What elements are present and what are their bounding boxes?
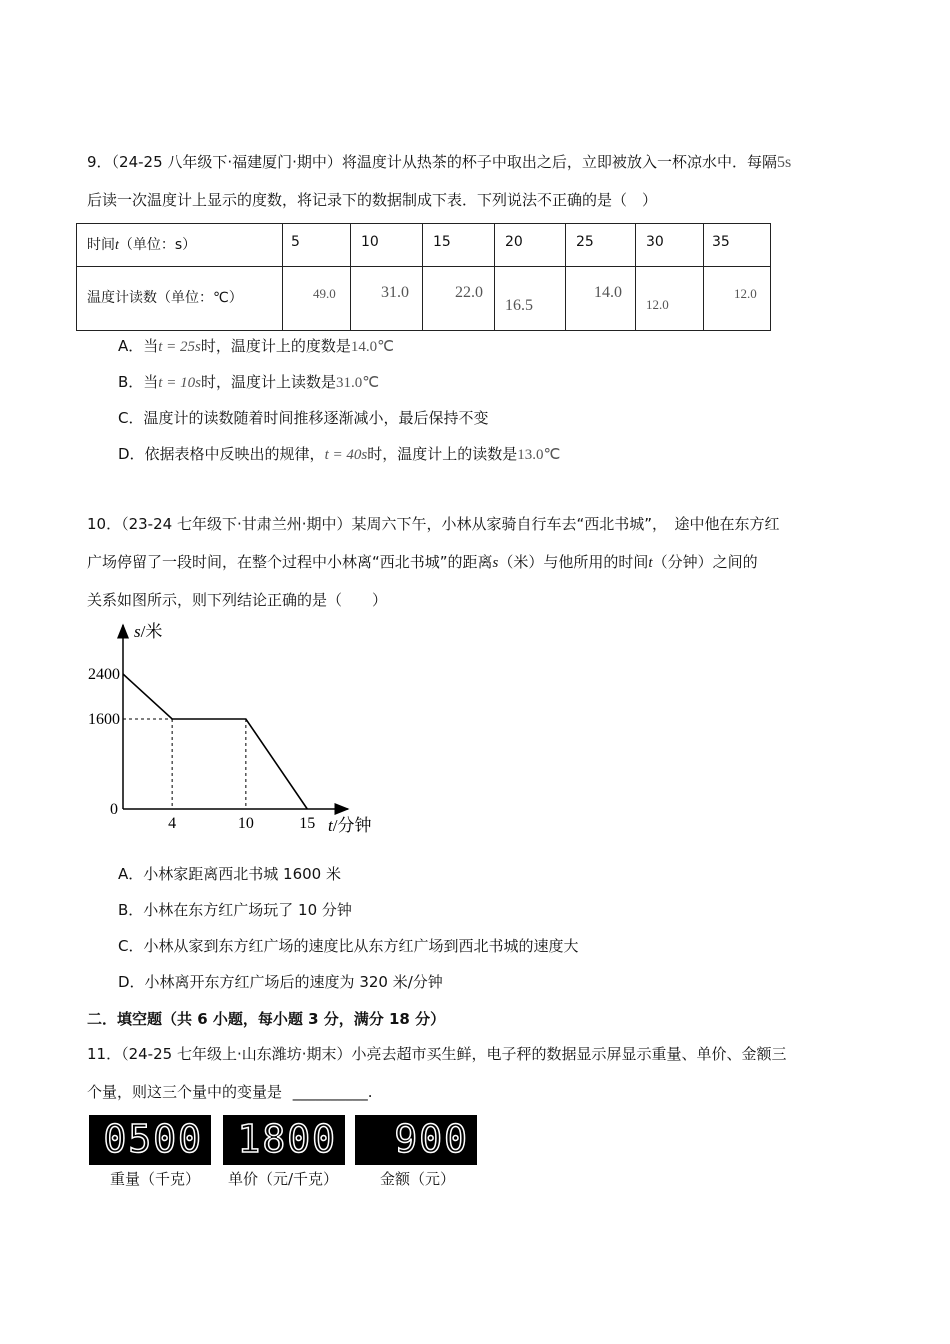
temp-value: 49.0: [313, 286, 336, 301]
q9-option-d[interactable]: [118, 444, 560, 465]
q10-option-b[interactable]: B．小林在东方红广场玩了 10 分钟: [118, 901, 352, 919]
section-title: 二．填空题（共 6 小题，每小题 3 分，满分 18 分）: [87, 1010, 446, 1028]
q10-option-d[interactable]: D．小林离开东方红广场后的速度为 320 米/分钟: [118, 973, 443, 991]
table-row-temperature: [77, 267, 771, 331]
time-cell: [351, 224, 423, 267]
unit-price-value: 1800: [237, 1117, 337, 1161]
tick-labels: [88, 666, 315, 832]
x-axis-var: t: [328, 816, 333, 835]
guide-lines: [123, 719, 246, 809]
time-cell: [423, 224, 495, 267]
time-value: 15: [433, 234, 451, 250]
temp-value: 22.0: [455, 284, 483, 301]
temp-value: 12.0: [646, 297, 669, 312]
option-value: 13.0℃: [517, 447, 561, 463]
temp-cell: [351, 267, 423, 331]
time-value: 20: [505, 234, 523, 250]
y-axis-unit: /米: [140, 622, 163, 641]
q10-option-c[interactable]: C．小林从家到东方红广场的速度比从东方红广场到西北书城的速度大: [118, 937, 579, 955]
origin-label: 0: [110, 801, 118, 818]
option-math: t = 40s: [324, 447, 368, 463]
q9-option-c[interactable]: C．温度计的读数随着时间推移逐渐减小，最后保持不变: [118, 409, 489, 427]
time-header-b: （单位：s）: [118, 237, 197, 253]
y-axis-label: [134, 622, 162, 641]
q10-line2: [87, 552, 758, 573]
q11-line2-a: 个量，则这三个量中的变量是: [87, 1083, 283, 1101]
temp-cell: [283, 267, 351, 331]
temp-cell: [566, 267, 636, 331]
distance-time-graph: [80, 615, 400, 845]
temp-header-cell: [77, 267, 283, 331]
option-value: 14.0℃: [350, 339, 395, 355]
var-t: t: [648, 555, 653, 571]
q9-interval-math: 5s: [776, 154, 792, 171]
q11-line1: 11．（24-25 七年级上·山东潍坊·期末）小亮去超市买生鲜，电子秤的数据显示屏显示重量、单价、金额三: [87, 1045, 787, 1063]
y-axis-var: s: [134, 622, 141, 641]
amount-label: 金额（元）: [380, 1170, 456, 1188]
q11-line2-b: .: [367, 1083, 373, 1101]
weight-display: [89, 1115, 211, 1165]
x-axis-label: [328, 816, 371, 835]
temp-header-label: 温度计读数（单位：℃）: [87, 290, 243, 306]
q10-line2-a: 广场停留了一段时间，在整个过程中小林离“西北书城”的距离: [87, 553, 493, 571]
temp-value: 14.0: [594, 284, 622, 301]
q10-line3: 关系如图所示，则下列结论正确的是（ ）: [87, 591, 388, 609]
option-math: t = 25s: [158, 339, 201, 355]
temp-value: 31.0: [381, 284, 409, 301]
temp-value: 12.0: [734, 286, 757, 301]
x-tick-label: 15: [299, 815, 316, 832]
y-tick-label: 1600: [88, 711, 120, 728]
option-text: 时，温度计上读数是: [200, 373, 336, 391]
time-value: 5: [291, 234, 300, 250]
q9-line1-text: 9．（24-25 八年级下·福建厦门·期中）将温度计从热茶的杯子中取出之后，立即被放入一杯凉水中．每隔: [87, 153, 777, 171]
q10-line2-b: （米）与他所用的时间: [498, 553, 649, 571]
temperature-table: [76, 223, 771, 331]
q10-line1: 10．（23-24 七年级下·甘肃兰州·期中）某周六下午，小林从家骑自行车去“西北书城”， 途中他在东方红: [87, 515, 780, 533]
unit-price-display: [223, 1115, 345, 1165]
amount-value: 900: [394, 1117, 469, 1161]
series-line: [123, 674, 307, 809]
time-value: 35: [712, 234, 730, 250]
option-text: A．当: [118, 337, 159, 355]
option-text: 时，温度计上的度数是: [200, 337, 351, 355]
table-row-time: [77, 224, 771, 267]
time-cell: [636, 224, 704, 267]
x-tick-label: 10: [237, 815, 254, 832]
answer-blank[interactable]: __________: [292, 1083, 368, 1101]
x-axis-unit: /分钟: [332, 816, 372, 835]
option-text: 时，温度计上的读数是: [367, 445, 518, 463]
amount-display: [355, 1115, 477, 1165]
time-cell: [283, 224, 351, 267]
q11-line2: [87, 1082, 373, 1102]
q9-line2: 后读一次温度计上显示的度数，将记录下的数据制成下表．下列说法不正确的是（ ）: [87, 191, 658, 209]
time-value: 10: [361, 234, 379, 250]
option-value: 31.0℃: [335, 375, 380, 391]
time-value: 25: [576, 234, 594, 250]
option-text: D．依据表格中反映出的规律，: [118, 445, 325, 463]
time-header-cell: [77, 224, 283, 267]
temp-cell: [704, 267, 771, 331]
weight-value: 0500: [103, 1117, 203, 1161]
temp-cell: [423, 267, 495, 331]
temp-value: 16.5: [505, 297, 533, 314]
time-cell: [704, 224, 771, 267]
time-cell: [566, 224, 636, 267]
temp-cell: [495, 267, 566, 331]
q9-option-a[interactable]: [118, 336, 394, 357]
option-text: B．当: [118, 373, 159, 391]
q10-option-a[interactable]: A．小林家距离西北书城 1600 米: [118, 865, 341, 883]
time-header-a: 时间: [87, 237, 115, 253]
q10-line2-c: （分钟）之间的: [652, 553, 758, 571]
var-s: s: [492, 555, 499, 571]
unit-price-label: 单价（元/千克）: [228, 1170, 339, 1188]
temp-cell: [636, 267, 704, 331]
time-value: 30: [646, 234, 664, 250]
time-cell: [495, 224, 566, 267]
time-header-label: [87, 234, 196, 254]
x-tick-label: 4: [168, 815, 177, 832]
time-var: t: [115, 238, 119, 253]
q9-option-b[interactable]: [118, 372, 379, 393]
option-math: t = 10s: [158, 375, 201, 391]
q9-line1: [87, 152, 791, 173]
weight-label: 重量（千克）: [110, 1170, 201, 1188]
y-tick-label: 2400: [88, 666, 120, 683]
